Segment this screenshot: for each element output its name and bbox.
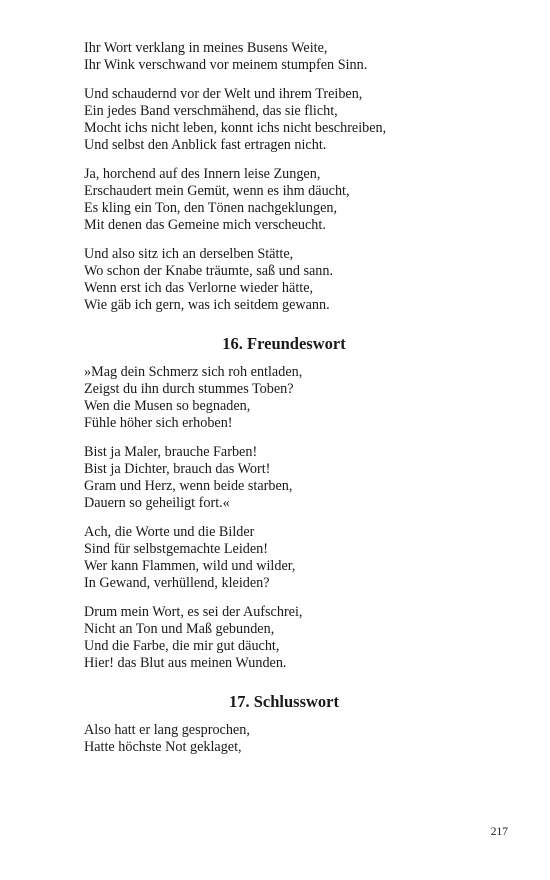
verse-line: Ihr Wort verklang in meines Busens Weite, (84, 40, 328, 56)
verse-line: Es kling ein Ton, den Tönen nachgeklungen, (84, 200, 338, 216)
verse-line: Und selbst den Anblick fast ertragen nicht. (84, 137, 327, 153)
verse-line: Wie gäb ich gern, was ich seitdem gewann. (84, 297, 330, 313)
verse-line: Und die Farbe, die mir gut däucht, (84, 638, 280, 654)
verse-line: Hier! das Blut aus meinen Wunden. (84, 655, 287, 671)
verse-line: Und schaudernd vor der Welt und ihrem Treiben, (84, 86, 363, 102)
verse-line: Gram und Herz, wenn beide starben, (84, 478, 293, 494)
page-body (84, 40, 484, 768)
poem-continuation (84, 40, 484, 314)
stanza (84, 364, 484, 432)
verse-line: Bist ja Dichter, brauch das Wort! (84, 461, 271, 477)
verse-line: Ein jedes Band verschmähend, das sie flicht, (84, 103, 338, 119)
verse-line: Sind für selbstgemachte Leiden! (84, 541, 268, 557)
poem-heading: 17. Schlusswort (228, 692, 339, 711)
stanza (84, 86, 484, 154)
verse-line: Wer kann Flammen, wild und wilder, (84, 558, 296, 574)
verse-line: Dauern so geheiligt fort.« (84, 495, 230, 511)
verse-line: Mit denen das Gemeine mich verscheucht. (84, 217, 326, 233)
verse-line: Wen die Musen so begnaden, (84, 398, 251, 414)
verse-line: Ja, horchend auf des Innern leise Zungen, (84, 166, 321, 182)
verse-line: Bist ja Maler, brauche Farben! (84, 444, 258, 460)
verse-line: Hatte höchste Not geklaget, (84, 739, 242, 755)
stanza (84, 246, 484, 314)
stanza (84, 40, 484, 74)
verse-line: Fühle höher sich erhoben! (84, 415, 233, 431)
verse-line: Zeigst du ihn durch stummes Toben? (84, 381, 294, 397)
verse-line: Ach, die Worte und die Bilder (84, 524, 255, 540)
poem-freundeswort (84, 334, 484, 672)
verse-line: Drum mein Wort, es sei der Aufschrei, (84, 604, 303, 620)
verse-line: Ihr Wink verschwand vor meinem stumpfen Sinn. (84, 57, 368, 73)
verse-line: Und also sitz ich an derselben Stätte, (84, 246, 294, 262)
page-number: 217 (490, 826, 508, 838)
verse-line: Erschaudert mein Gemüt, wenn es ihm däucht, (84, 183, 350, 199)
verse-line: Nicht an Ton und Maß gebunden, (84, 621, 275, 637)
stanza (84, 166, 484, 234)
verse-line: Wo schon der Knabe träumte, saß und sann. (84, 263, 334, 279)
verse-line: In Gewand, verhüllend, kleiden? (84, 575, 270, 591)
stanza (84, 524, 484, 592)
stanza (84, 722, 484, 756)
verse-line: Wenn erst ich das Verlorne wieder hätte, (84, 280, 314, 296)
verse-line: Mocht ichs nicht leben, konnt ichs nicht beschreiben, (84, 120, 387, 136)
verse-line: Also hatt er lang gesprochen, (84, 722, 250, 738)
poem-heading: 16. Freundeswort (222, 334, 346, 353)
poem-schlusswort (84, 692, 484, 756)
stanza (84, 604, 484, 672)
stanza (84, 444, 484, 512)
verse-line: »Mag dein Schmerz sich roh entladen, (84, 364, 303, 380)
